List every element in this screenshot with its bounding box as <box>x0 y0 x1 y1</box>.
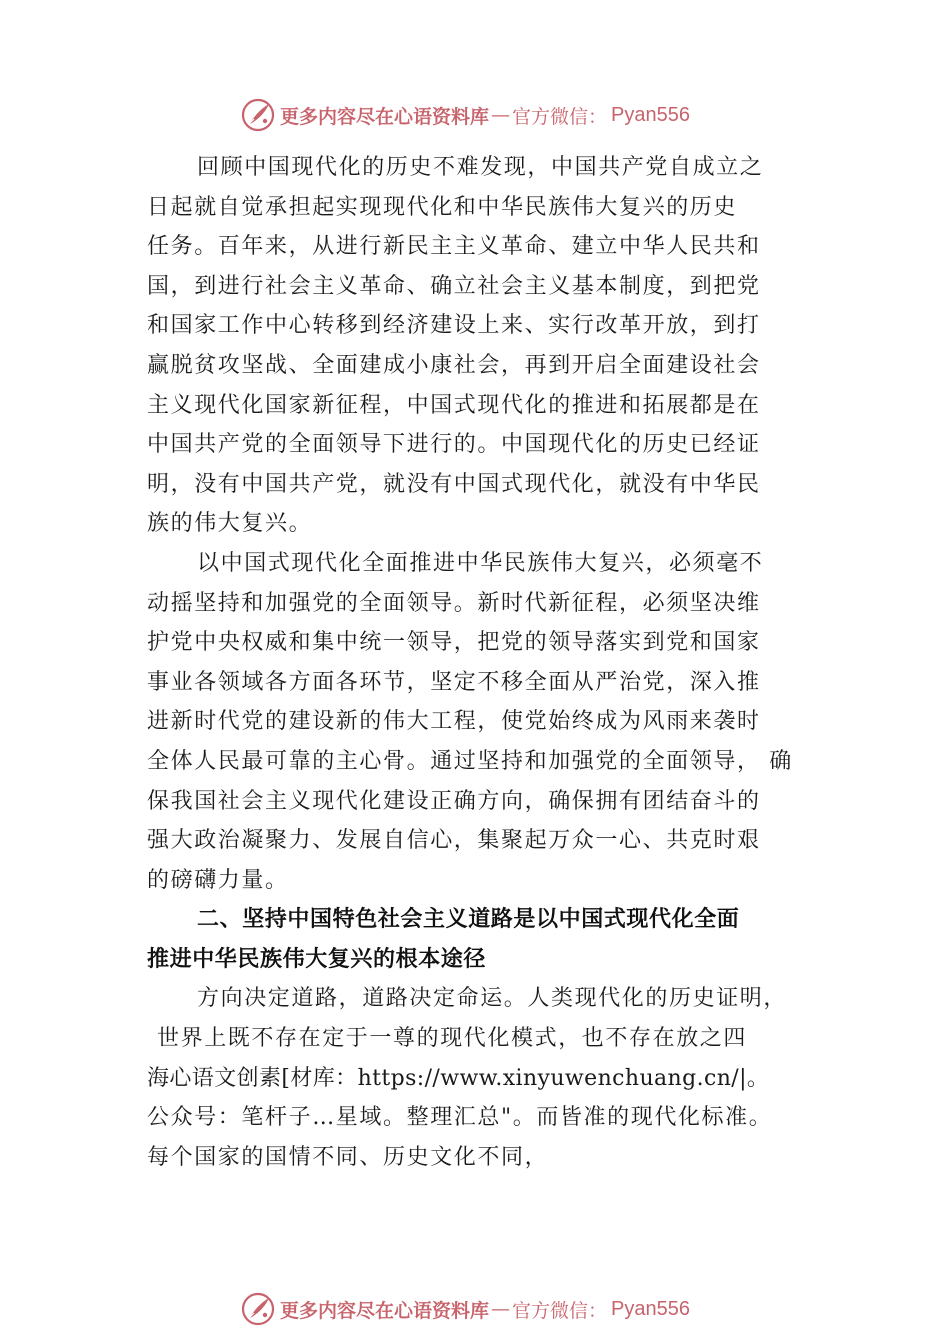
text-line: 国，到进行社会主义革命、确立社会主义基本制度，到把党 <box>147 273 761 299</box>
text-line: 强大政治凝聚力、发展自信心，集聚起万众一心、共克时艰 <box>147 828 761 854</box>
text-line: 赢脱贫攻坚战、全面建成小康社会，再到开启全面建设社会 <box>147 352 761 378</box>
text-line: 主义现代化国家新征程，中国式现代化的推进和拓展都是在 <box>147 392 761 418</box>
text-line: 公众号：笔杆子…星域。整理汇总"。而皆准的现代化标准。 <box>147 1105 773 1131</box>
text-line: 和国家工作中心转移到经济建设上来、实行改革开放，到打 <box>147 313 761 339</box>
watermark-main-text: 更多内容尽在心语资料库 <box>280 1299 490 1322</box>
watermark-banner-top <box>240 96 690 134</box>
heading-line: 二、坚持中国特色社会主义道路是以中国式现代化全面 <box>197 907 740 933</box>
watermark-separator: — <box>491 104 511 126</box>
heading-line: 推进中华民族伟大复兴的根本途径 <box>147 946 487 972</box>
text-line: 进新时代党的建设新的伟大工程，使党始终成为风雨来袭时 <box>147 709 761 735</box>
watermark-label: 官方微信： <box>512 1299 608 1322</box>
watermark-separator: — <box>491 1298 511 1320</box>
text-line: 动摇坚持和加强党的全面领导。新时代新征程，必须坚决维 <box>147 590 761 616</box>
watermark-banner-bottom <box>240 1290 690 1328</box>
watermark-wechat-id: Pyan556 <box>611 103 690 126</box>
text-line: 保我国社会主义现代化建设正确方向，确保拥有团结奋斗的 <box>147 788 761 814</box>
text-line: 日起就自觉承担起实现现代化和中华民族伟大复兴的历史 <box>147 194 738 220</box>
document-body <box>147 148 813 1177</box>
quill-pen-circle-icon <box>240 1291 276 1327</box>
paragraph-3 <box>147 979 813 1177</box>
watermark-main-text: 更多内容尽在心语资料库 <box>280 105 490 128</box>
text-line: 以中国式现代化全面推进中华民族伟大复兴，必须毫不 <box>197 550 764 576</box>
text-line: 中国共产党的全面领导下进行的。中国现代化的历史已经证 <box>147 432 761 458</box>
text-line: 回顾中国现代化的历史不难发现，中国共产党自成立之 <box>197 155 764 180</box>
text-line: 海心语文创素[材库：https://www.xinyuwenchuang.cn/|。 <box>147 1065 770 1091</box>
watermark-label: 官方微信： <box>512 105 608 128</box>
quill-pen-circle-icon <box>240 97 276 133</box>
text-line: 族的伟大复兴。 <box>147 511 313 537</box>
text-line: 全体人民最可靠的主心骨。通过坚持和加强党的全面领导， 确 <box>147 748 793 774</box>
paragraph-2 <box>147 544 813 900</box>
text-line: 任务。百年来，从进行新民主主义革命、建立中华人民共和 <box>147 234 761 260</box>
section-heading <box>147 900 813 979</box>
text-line: 方向决定道路，道路决定命运。人类现代化的历史证明， <box>197 986 788 1012</box>
text-line: 明，没有中国共产党，就没有中国式现代化，就没有中华民 <box>147 471 761 497</box>
text-line: 护党中央权威和集中统一领导，把党的领导落实到党和国家 <box>147 630 761 656</box>
text-line: 的磅礴力量。 <box>147 867 289 893</box>
paragraph-1 <box>147 148 813 544</box>
text-line: 每个国家的国情不同、历史文化不同， <box>147 1144 549 1170</box>
watermark-wechat-id: Pyan556 <box>611 1297 690 1320</box>
text-line: 世界上既不存在定于一尊的现代化模式，也不存在放之四 <box>157 1026 748 1052</box>
text-line: 事业各领域各方面各环节，坚定不移全面从严治党，深入推 <box>147 669 761 695</box>
